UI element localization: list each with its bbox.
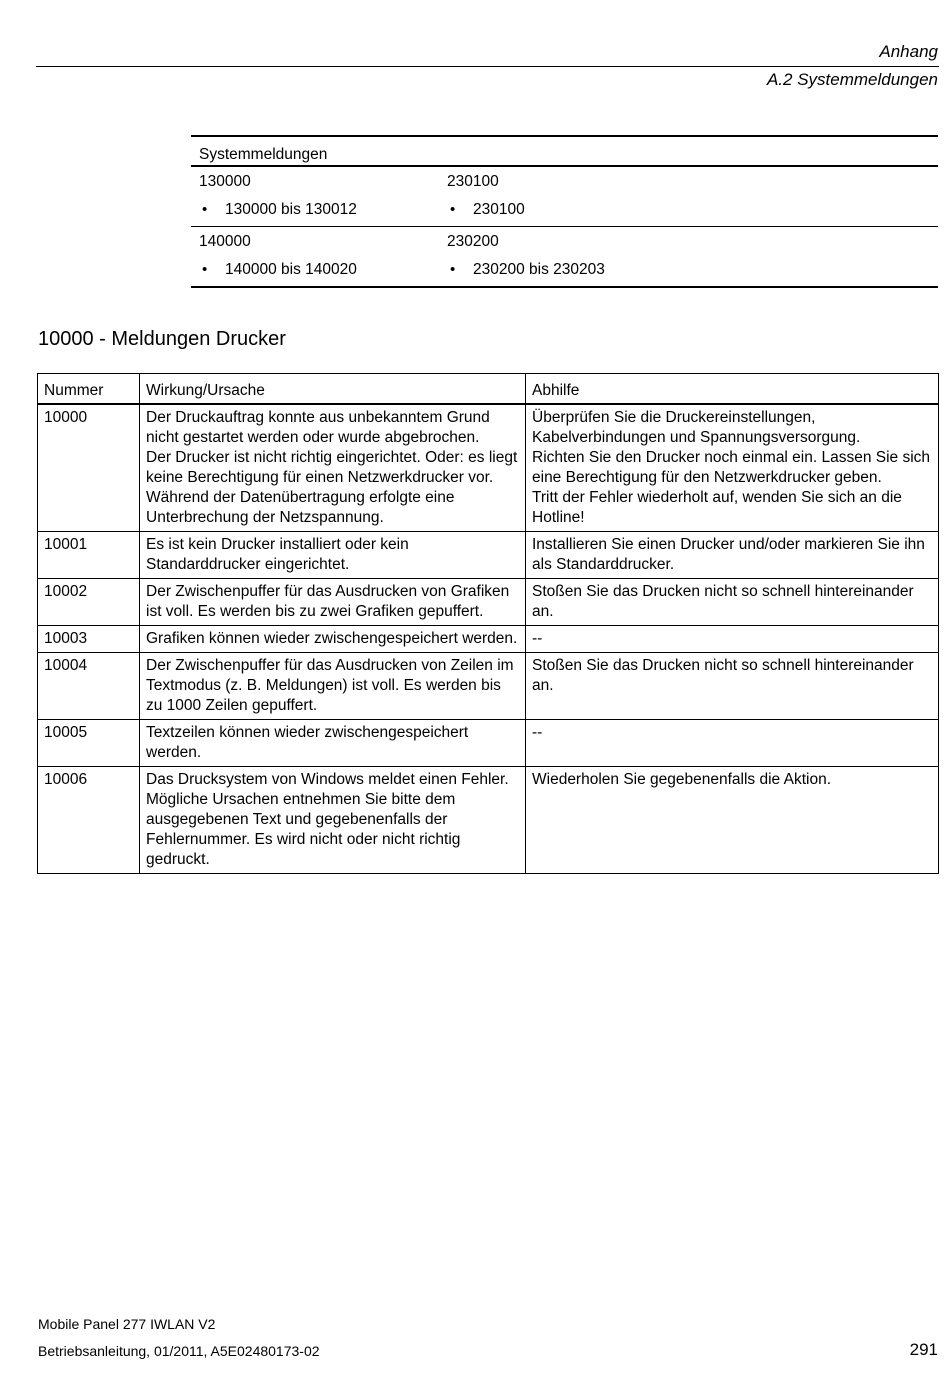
message-remedy-text: -- (532, 630, 543, 647)
message-effect-text: Während der Datenübertragung erfolgte eine Unterbrechung der Netzspannung. (146, 489, 455, 526)
message-number: 10001 (38, 532, 140, 579)
overview-range-item (199, 256, 357, 285)
footer-document: Betriebsanleitung, 01/2011, A5E02480173-02 (38, 1343, 320, 1359)
message-number: 10002 (38, 579, 140, 626)
message-remedy-cell (526, 626, 939, 653)
overview-range-text: 130000 bis 130012 (225, 201, 357, 218)
message-remedy-text: Richten Sie den Drucker noch einmal ein. Lassen Sie sich eine Berechtigung für den Netzwerkdrucker geben. (532, 449, 931, 486)
overview-range-text: 140000 bis 140020 (225, 261, 357, 278)
overview-range-text: 230100 (473, 201, 525, 218)
message-effect-cell (140, 579, 526, 626)
footer-product: Mobile Panel 277 IWLAN V2 (38, 1316, 216, 1332)
message-effect-text: Das Drucksystem von Windows meldet einen Fehler. Mögliche Ursachen entnehmen Sie bitte dem ausgegebenen Text und gegebenenfalls der Fehlernummer. Es wird nicht oder nicht richtig gedruckt. (146, 771, 509, 868)
table-row (38, 720, 939, 767)
message-remedy-cell (526, 404, 939, 532)
printer-messages-table (37, 373, 939, 874)
table-row (38, 653, 939, 720)
overview-range-title: 230200 (447, 233, 499, 250)
page-number: 291 (909, 1340, 938, 1359)
message-effect-cell (140, 404, 526, 532)
message-remedy-text: Installieren Sie einen Drucker und/oder markieren Sie ihn als Standarddrucker. (532, 536, 925, 573)
overview-heading: Systemmeldungen (191, 137, 938, 167)
overview-column-left (199, 227, 357, 285)
message-number: 10000 (38, 404, 140, 532)
table-body (38, 404, 939, 874)
section-title: 10000 - Meldungen Drucker (38, 328, 286, 350)
overview-range-title: 230100 (447, 173, 499, 190)
bullet-icon: • (202, 261, 208, 278)
message-effect-text: Es ist kein Drucker installiert oder kein Standarddrucker eingerichtet. (146, 536, 409, 573)
message-remedy-cell (526, 532, 939, 579)
message-remedy-text: Stoßen Sie das Drucken nicht so schnell hintereinander an. (532, 583, 914, 620)
column-header-remedy: Abhilfe (526, 374, 939, 405)
overview-range-item (447, 256, 605, 285)
header-section: A.2 Systemmeldungen (766, 70, 938, 89)
message-effect-cell (140, 653, 526, 720)
overview-range-text: 230200 bis 230203 (473, 261, 605, 278)
message-effect-text: Der Zwischenpuffer für das Ausdrucken von Grafiken ist voll. Es werden bis zu zwei Grafiken gepuffert. (146, 583, 510, 620)
message-effect-text: Der Drucker ist nicht richtig eingerichtet. Oder: es liegt keine Berechtigung für einen Netzwerkdrucker vor. (146, 449, 518, 486)
message-remedy-text: Stoßen Sie das Drucken nicht so schnell hintereinander an. (532, 657, 914, 694)
system-messages-overview-table (191, 135, 938, 288)
message-remedy-text: Überprüfen Sie die Druckereinstellungen, Kabelverbindungen und Spannungsversorgung. (532, 409, 861, 446)
overview-range-title: 130000 (199, 173, 251, 190)
message-remedy-text: -- (532, 724, 543, 741)
table-row (38, 532, 939, 579)
message-effect-cell (140, 532, 526, 579)
table-row (38, 404, 939, 532)
message-effect-text: Grafiken können wieder zwischengespeichert werden. (146, 630, 518, 647)
table-row (38, 767, 939, 874)
table-row (38, 579, 939, 626)
message-number: 10004 (38, 653, 140, 720)
message-effect-text: Der Druckauftrag konnte aus unbekanntem Grund nicht gestartet werden oder wurde abgebrochen. (146, 409, 490, 446)
message-remedy-cell (526, 579, 939, 626)
message-effect-cell (140, 720, 526, 767)
column-header-number: Nummer (38, 374, 140, 405)
bullet-icon: • (450, 201, 456, 218)
message-effect-text: Der Zwischenpuffer für das Ausdrucken von Zeilen im Textmodus (z. B. Meldungen) ist voll. Es werden bis zu 1000 Zeilen gepuffert. (146, 657, 514, 714)
message-remedy-cell (526, 653, 939, 720)
column-header-effect: Wirkung/Ursache (140, 374, 526, 405)
overview-group (191, 167, 938, 226)
message-remedy-text: Tritt der Fehler wiederholt auf, wenden Sie sich an die Hotline! (532, 489, 902, 526)
message-effect-cell (140, 626, 526, 653)
overview-groups (191, 167, 938, 286)
overview-range-title: 140000 (199, 233, 251, 250)
bullet-icon: • (202, 201, 208, 218)
overview-column-right (447, 227, 605, 285)
message-number: 10003 (38, 626, 140, 653)
table-header-row (38, 374, 939, 405)
message-remedy-text: Wiederholen Sie gegebenenfalls die Aktion. (532, 771, 832, 788)
overview-range-item (447, 196, 525, 225)
message-number: 10005 (38, 720, 140, 767)
table-row (38, 626, 939, 653)
header-chapter: Anhang (879, 42, 938, 61)
header-rule (36, 66, 939, 67)
overview-column-right (447, 167, 525, 225)
message-effect-cell (140, 767, 526, 874)
overview-group (191, 226, 938, 286)
message-number: 10006 (38, 767, 140, 874)
overview-column-left (199, 167, 357, 225)
message-effect-text: Textzeilen können wieder zwischengespeichert werden. (146, 724, 469, 761)
message-remedy-cell (526, 720, 939, 767)
bullet-icon: • (450, 261, 456, 278)
message-remedy-cell (526, 767, 939, 874)
overview-range-item (199, 196, 357, 225)
